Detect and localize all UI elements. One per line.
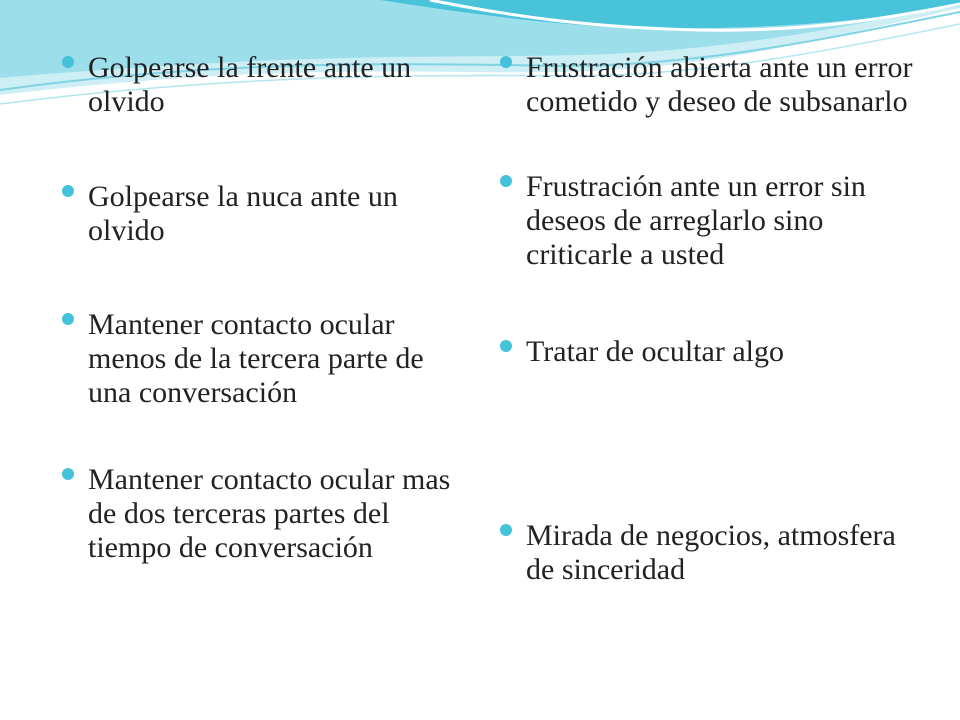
bullet-item (62, 180, 462, 248)
bullet-text: Mantener contacto ocular menos de la tercera parte de una conversación (88, 308, 424, 409)
bullet-dot-icon (62, 56, 74, 68)
bullet-item (500, 519, 920, 587)
bullet-dot-icon (62, 313, 74, 325)
bullet-item (500, 51, 920, 119)
bullet-dot-icon (500, 175, 512, 187)
bullet-text: Frustración ante un error sin deseos de arreglarlo sino criticarle a usted (526, 170, 866, 271)
bullet-text: Tratar de ocultar algo (526, 335, 784, 368)
bullet-text: Golpearse la frente ante un olvido (88, 51, 412, 118)
bullet-item (62, 308, 462, 410)
bullet-text: Frustración abierta ante un error cometido y deseo de subsanarlo (526, 51, 913, 118)
bullet-text: Golpearse la nuca ante un olvido (88, 180, 398, 247)
bullet-item (500, 335, 920, 369)
bullet-text: Mirada de negocios, atmosfera de sinceridad (526, 519, 896, 586)
bullet-dot-icon (500, 56, 512, 68)
right-column (500, 0, 920, 720)
bullet-dot-icon (500, 340, 512, 352)
left-column (62, 0, 462, 720)
bullet-item (62, 51, 462, 119)
bullet-item (500, 170, 920, 272)
bullet-dot-icon (62, 185, 74, 197)
bullet-dot-icon (500, 524, 512, 536)
bullet-item (62, 463, 462, 565)
bullet-dot-icon (62, 468, 74, 480)
bullet-text: Mantener contacto ocular mas de dos terceras partes del tiempo de conversación (88, 463, 451, 564)
